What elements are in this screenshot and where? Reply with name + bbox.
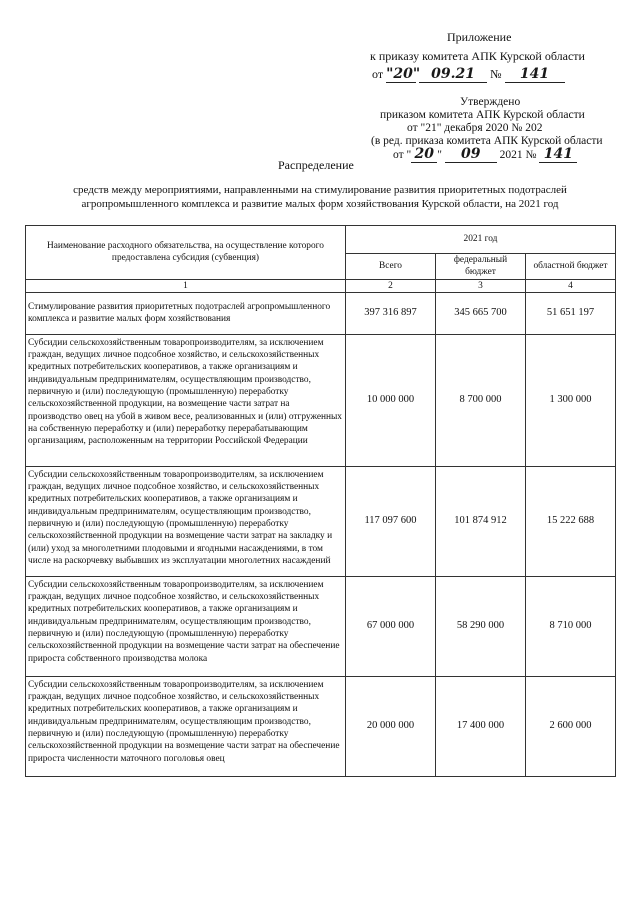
year-header: 2021 год xyxy=(346,226,616,254)
approved-label: Утверждено xyxy=(460,96,521,108)
row-name: Субсидии сельскохозяйственным товаропроизводителям, за исключением граждан, ведущих личное подсобное хозяйство, и сельскохозяйственных кредитных потребительских кооперативов, а также организациям и индивидуальным предпринимателям, осуществляющим производство, первичную и (или) последующую (промышленную) переработку сельскохозяйственной продукции, на возмещение части затрат на производство овец на убой в живом весе, реализованных и (или) отгруженных на собственную переработку и (или) переработку перерабатывающим организациям, расположенным на территории Российской Федерации xyxy=(26,334,346,466)
revision-line: (в ред. приказа комитета АПК Курской области xyxy=(371,135,603,147)
annex-label: Приложение xyxy=(447,30,512,44)
order-number: 141 xyxy=(505,66,565,83)
row-total: 397 316 897 xyxy=(346,292,436,334)
revision-date-line xyxy=(393,146,577,163)
row-name: Субсидии сельскохозяйственным товаропроизводителям, за исключением граждан, ведущих личное подсобное хозяйство, и сельскохозяйственных кредитных потребительских кооперативов, а также организациям и индивидуальным предпринимателям, осуществляющим производство, первичную и (или) последующую (промышленную) переработку сельскохозяйственной продукции на возмещение части затрат на обеспечение прироста собственного производства молока xyxy=(26,576,346,676)
order-day: "20" xyxy=(386,66,421,82)
row-regional: 1 300 000 xyxy=(526,334,616,466)
col-federal-header: федеральный бюджет xyxy=(436,254,526,280)
row-regional: 15 222 688 xyxy=(526,466,616,576)
rev-number: 141 xyxy=(539,146,577,163)
rev-quote: " xyxy=(437,149,442,161)
table-row xyxy=(26,334,616,466)
col-name-header: Наименование расходного обязательства, на осуществление которого предоставлена субсидия (субвенция) xyxy=(26,226,346,280)
order-date-line xyxy=(372,66,565,83)
subtitle-line-1: средств между мероприятиями, направленными на стимулирование развития приоритетных подотраслей xyxy=(73,184,567,196)
table-row xyxy=(26,466,616,576)
document-subtitle xyxy=(30,183,610,211)
row-regional: 2 600 000 xyxy=(526,676,616,776)
row-regional: 51 651 197 xyxy=(526,292,616,334)
row-name: Субсидии сельскохозяйственным товаропроизводителям, за исключением граждан, ведущих личное подсобное хозяйство, и сельскохозяйственных кредитных потребительских кооперативов, а также организациям и индивидуальным предпринимателям, осуществляющим производство, первичную и (или) последующую (промышленную) переработку сельскохозяйственной продукции на возмещение части затрат на закладку и (или) уход за многолетними плодовыми и ягодными насаждениями, в том числе на раскорчевку выбывших из эксплуатации многолетних насаждений xyxy=(26,466,346,576)
rev-from: от " xyxy=(393,149,412,161)
row-federal: 101 874 912 xyxy=(436,466,526,576)
rev-month: 09 xyxy=(445,146,497,163)
from-label: от xyxy=(372,67,384,81)
row-regional: 8 710 000 xyxy=(526,576,616,676)
row-federal: 17 400 000 xyxy=(436,676,526,776)
table-row xyxy=(26,292,616,334)
row-federal: 8 700 000 xyxy=(436,334,526,466)
rev-day: 20 xyxy=(411,146,437,163)
table-row xyxy=(26,676,616,776)
order-month: 09.21 xyxy=(419,66,487,83)
row-total: 10 000 000 xyxy=(346,334,436,466)
col-total-header: Всего xyxy=(346,254,436,280)
approved-by: приказом комитета АПК Курской области xyxy=(380,109,585,121)
row-total: 117 097 600 xyxy=(346,466,436,576)
approved-date: от "21" декабря 2020 № 202 xyxy=(407,122,543,134)
row-name: Субсидии сельскохозяйственным товаропроизводителям, за исключением граждан, ведущих личное подсобное хозяйство, и сельскохозяйственных кредитных потребительских кооперативов, а также организациям и индивидуальным предпринимателям, осуществляющим производство, первичную и (или) последующую (промышленную) переработку сельскохозяйственной продукции на возмещение части затрат на обеспечение прироста численности маточного поголовья овец xyxy=(26,676,346,776)
row-federal: 345 665 700 xyxy=(436,292,526,334)
number-label: № xyxy=(490,67,502,81)
subtitle-line-2: агропромышленного комплекса и развитие малых форм хозяйствования Курской области, на 2021 год xyxy=(81,198,559,210)
row-federal: 58 290 000 xyxy=(436,576,526,676)
row-total: 20 000 000 xyxy=(346,676,436,776)
rev-year: 2021 № xyxy=(499,149,537,161)
row-total: 67 000 000 xyxy=(346,576,436,676)
index-cell: 1 xyxy=(26,279,346,292)
row-name: Стимулирование развития приоритетных подотраслей агропромышленного комплекса и развитие малых форм хозяйствования xyxy=(26,292,346,334)
index-cell: 2 xyxy=(346,279,436,292)
document-title: Распределение xyxy=(278,158,354,172)
table-row xyxy=(26,576,616,676)
col-regional-header: областной бюджет xyxy=(526,254,616,280)
index-cell: 3 xyxy=(436,279,526,292)
order-reference: к приказу комитета АПК Курской области xyxy=(370,49,585,63)
distribution-table xyxy=(25,225,616,777)
index-cell: 4 xyxy=(526,279,616,292)
